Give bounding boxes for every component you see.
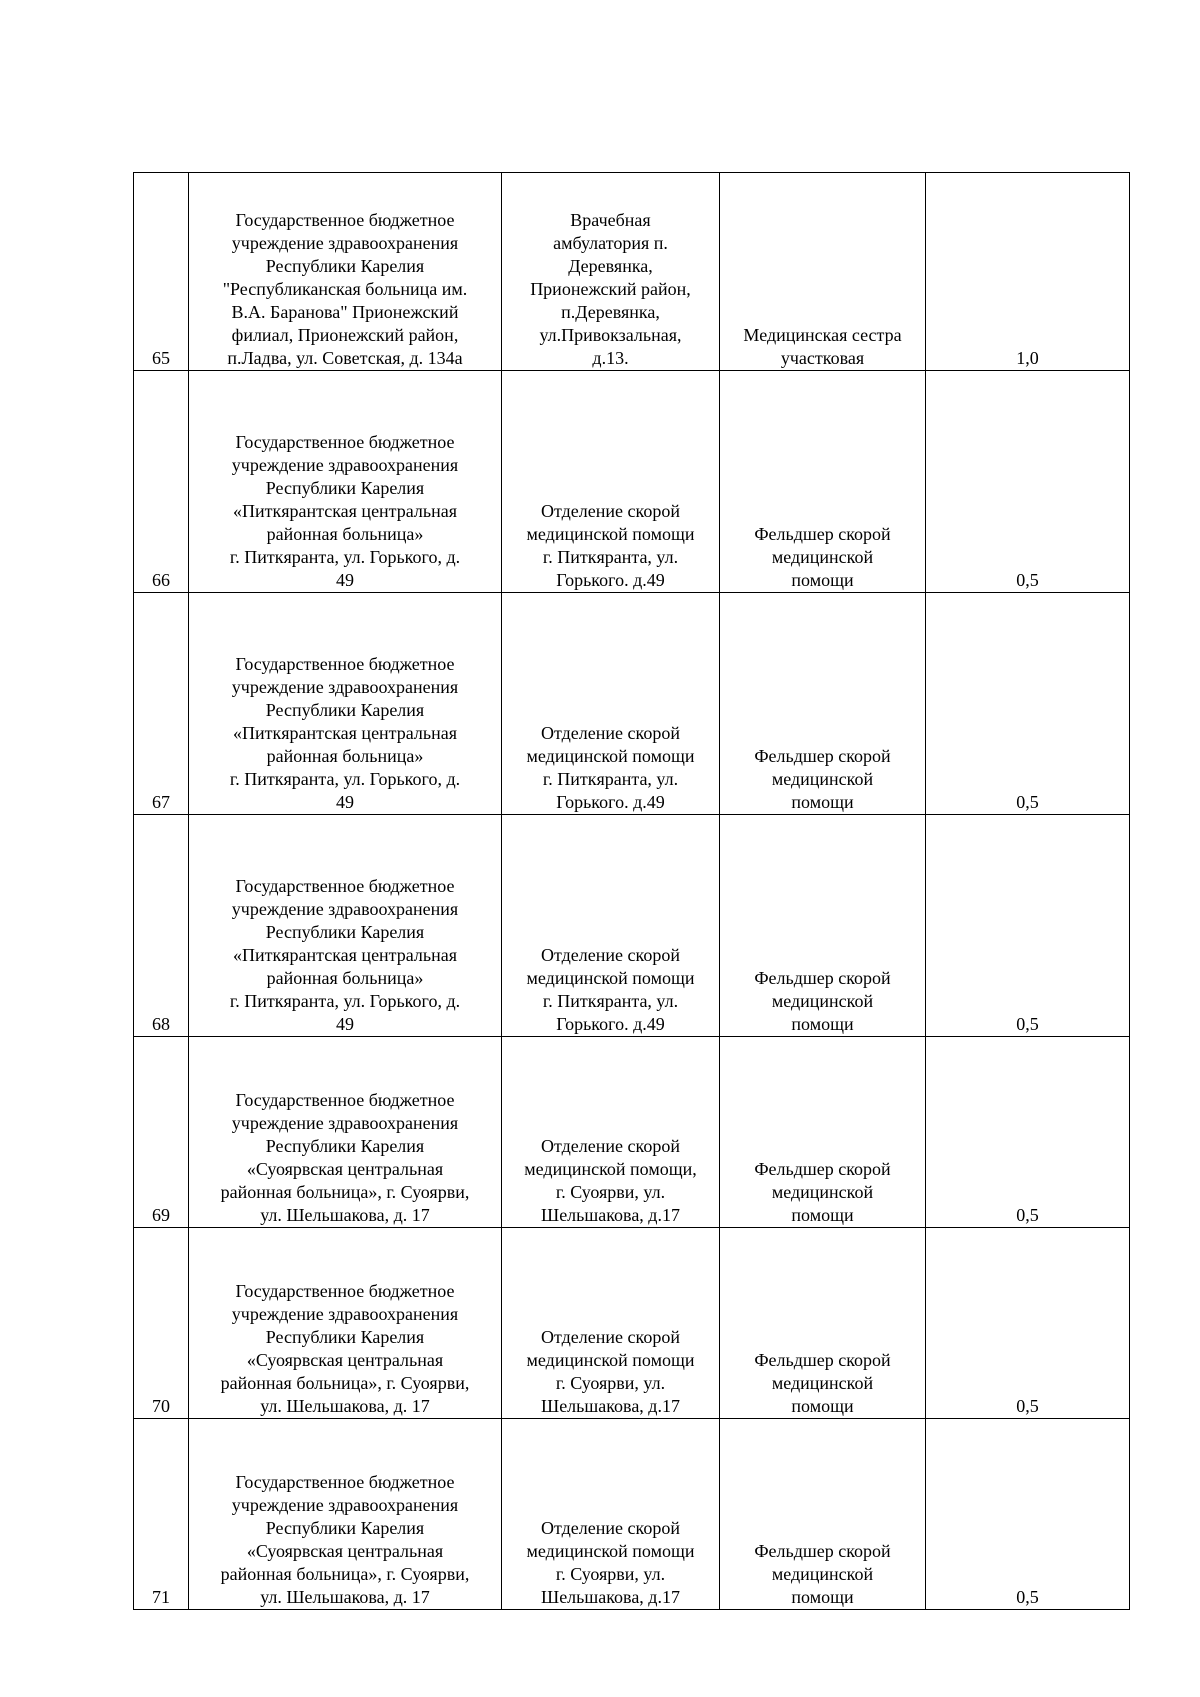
table-row [134, 371, 1130, 593]
position-cell: Фельдшер скорой медицинской помощи [720, 371, 926, 593]
table-row [134, 173, 1130, 371]
table-row [134, 1037, 1130, 1228]
position-cell: Фельдшер скорой медицинской помощи [720, 1037, 926, 1228]
organization-cell: Государственное бюджетное учреждение здравоохранения Республики Карелия "Республиканская больница им. В.А. Баранова" Прионежский филиал, Прионежский район, п.Ладва, ул. Советская, д. 134а [189, 173, 502, 371]
rate-cell: 0,5 [926, 593, 1130, 815]
position-cell: Фельдшер скорой медицинской помощи [720, 815, 926, 1037]
vacancy-table [133, 172, 1130, 1610]
row-number: 67 [134, 593, 189, 815]
rate-cell: 0,5 [926, 1037, 1130, 1228]
row-number: 68 [134, 815, 189, 1037]
rate-cell: 0,5 [926, 1419, 1130, 1610]
rate-cell: 0,5 [926, 1228, 1130, 1419]
organization-cell: Государственное бюджетное учреждение здравоохранения Республики Карелия «Питкярантская центральная районная больница» г. Питкяранта, ул. Горького, д. 49 [189, 593, 502, 815]
organization-cell: Государственное бюджетное учреждение здравоохранения Республики Карелия «Питкярантская центральная районная больница» г. Питкяранта, ул. Горького, д. 49 [189, 815, 502, 1037]
unit-cell: Отделение скорой медицинской помощи, г. Суоярви, ул. Шельшакова, д.17 [502, 1037, 720, 1228]
table-row [134, 815, 1130, 1037]
position-cell: Фельдшер скорой медицинской помощи [720, 1419, 926, 1610]
rate-cell: 1,0 [926, 173, 1130, 371]
position-cell: Медицинская сестра участковая [720, 173, 926, 371]
rate-cell: 0,5 [926, 371, 1130, 593]
unit-cell: Врачебная амбулатория п. Деревянка, Прионежский район, п.Деревянка, ул.Привокзальная, д.13. [502, 173, 720, 371]
unit-cell: Отделение скорой медицинской помощи г. Питкяранта, ул. Горького. д.49 [502, 593, 720, 815]
rate-cell: 0,5 [926, 815, 1130, 1037]
unit-cell: Отделение скорой медицинской помощи г. Суоярви, ул. Шельшакова, д.17 [502, 1419, 720, 1610]
position-cell: Фельдшер скорой медицинской помощи [720, 593, 926, 815]
row-number: 69 [134, 1037, 189, 1228]
table-row [134, 593, 1130, 815]
organization-cell: Государственное бюджетное учреждение здравоохранения Республики Карелия «Суоярвская центральная районная больница», г. Суоярви, ул. Шельшакова, д. 17 [189, 1037, 502, 1228]
position-cell: Фельдшер скорой медицинской помощи [720, 1228, 926, 1419]
table-row [134, 1419, 1130, 1610]
row-number: 70 [134, 1228, 189, 1419]
organization-cell: Государственное бюджетное учреждение здравоохранения Республики Карелия «Питкярантская центральная районная больница» г. Питкяранта, ул. Горького, д. 49 [189, 371, 502, 593]
organization-cell: Государственное бюджетное учреждение здравоохранения Республики Карелия «Суоярвская центральная районная больница», г. Суоярви, ул. Шельшакова, д. 17 [189, 1228, 502, 1419]
organization-cell: Государственное бюджетное учреждение здравоохранения Республики Карелия «Суоярвская центральная районная больница», г. Суоярви, ул. Шельшакова, д. 17 [189, 1419, 502, 1610]
unit-cell: Отделение скорой медицинской помощи г. Суоярви, ул. Шельшакова, д.17 [502, 1228, 720, 1419]
unit-cell: Отделение скорой медицинской помощи г. Питкяранта, ул. Горького. д.49 [502, 815, 720, 1037]
table-row [134, 1228, 1130, 1419]
row-number: 65 [134, 173, 189, 371]
row-number: 66 [134, 371, 189, 593]
row-number: 71 [134, 1419, 189, 1610]
unit-cell: Отделение скорой медицинской помощи г. Питкяранта, ул. Горького. д.49 [502, 371, 720, 593]
